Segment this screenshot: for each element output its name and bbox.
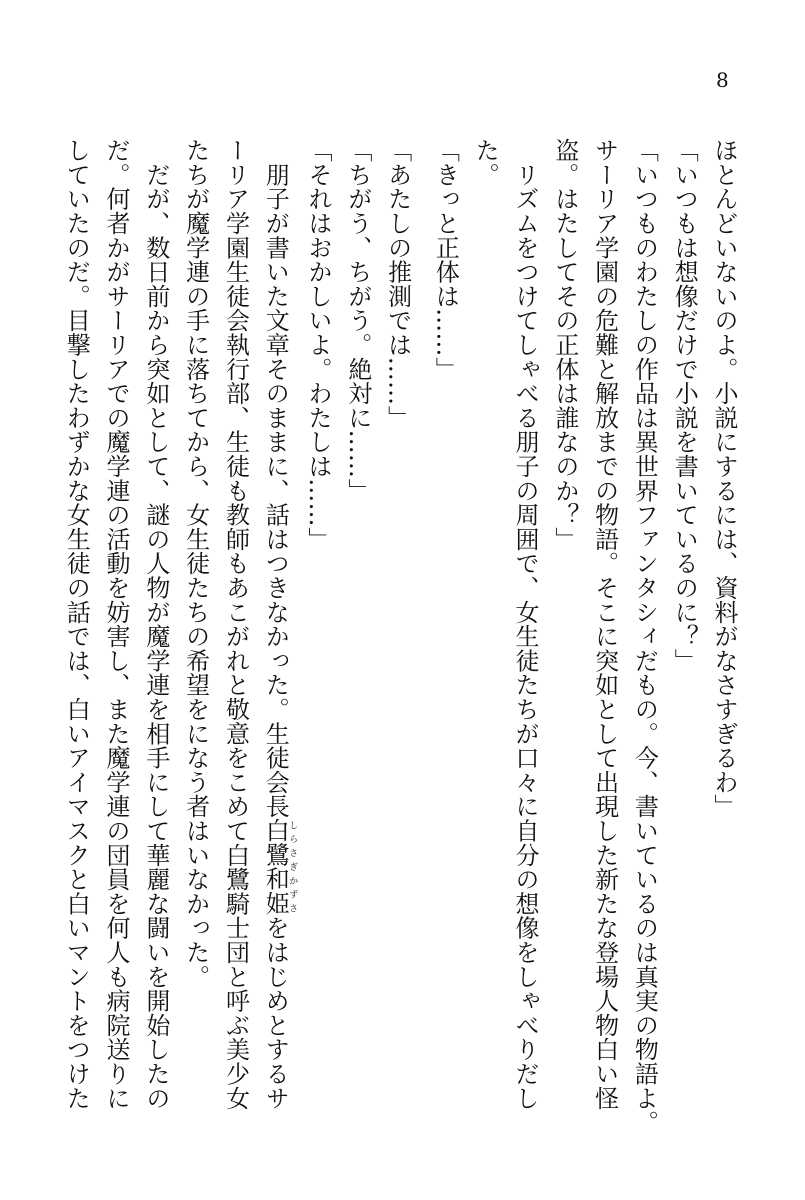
text-line: 「あたしの推測では……」 xyxy=(383,138,412,430)
text-line: 「ちがう、ちがう。絶対に……」 xyxy=(343,138,372,503)
text-line: ほとんどいないのよ。小説にするには、資料がなさすぎるわ」 xyxy=(710,138,738,819)
text-line: だが、数日前から突如として、謎の人物が魔学連を相手にして華麗な闘いを開始したの xyxy=(141,138,170,1110)
text-line: 盗。はたしてその正体は誰なのか？」 xyxy=(550,138,579,552)
text-line: ーリア学園生徒会執行部、生徒も教師もあこがれと敬意をこめて白鷺騎士団と呼ぶ美少女 xyxy=(221,138,250,1110)
text-line: サーリア学園の危難と解放までの物語。そこに突如として出現した新たな登場人物白い怪 xyxy=(590,138,619,1110)
ruby-base: 白鷺和姫 xyxy=(261,818,290,916)
text-line: 「それはおかしいよ。わたしは……」 xyxy=(304,138,333,552)
text-line: 「いつもは想像だけで小説を書いているのに？」 xyxy=(670,138,699,673)
body-text xyxy=(55,138,743,1135)
ruby-reading: しらさぎかずさ xyxy=(287,818,298,916)
text-line: たちが魔学連の手に落ちてから、女生徒たちの希望をになう者はいなかった。 xyxy=(181,138,210,989)
page-number: 8 xyxy=(716,68,729,92)
text-line: していたのだ。目撃したわずかな女生徒の話では、白いアイマスクと白いマントをつけた xyxy=(62,138,91,1110)
text-line: 「いつものわたしの作品は異世界ファンタシィだもの。今、書いているのは真実の物語よ。 xyxy=(630,138,659,1135)
text-line: た。 xyxy=(471,138,500,187)
ruby-name xyxy=(261,818,298,916)
text-segment: をはじめとするサ xyxy=(261,915,290,1111)
text-segment: 朋子が書いた文章そのままに、話はつきなかった。生徒会長 xyxy=(261,138,290,819)
text-line: 「きっと正体は……」 xyxy=(431,138,460,381)
text-line: リズムをつけてしゃべる朋子の周囲で、女生徒たちが口々に自分の想像をしゃべりだし xyxy=(511,138,540,1110)
text-line: だ。何者かがサーリアでの魔学連の活動を妨害し、また魔学連の団員を何人も病院送りに xyxy=(102,138,131,1110)
text-line-with-ruby xyxy=(254,138,297,1123)
